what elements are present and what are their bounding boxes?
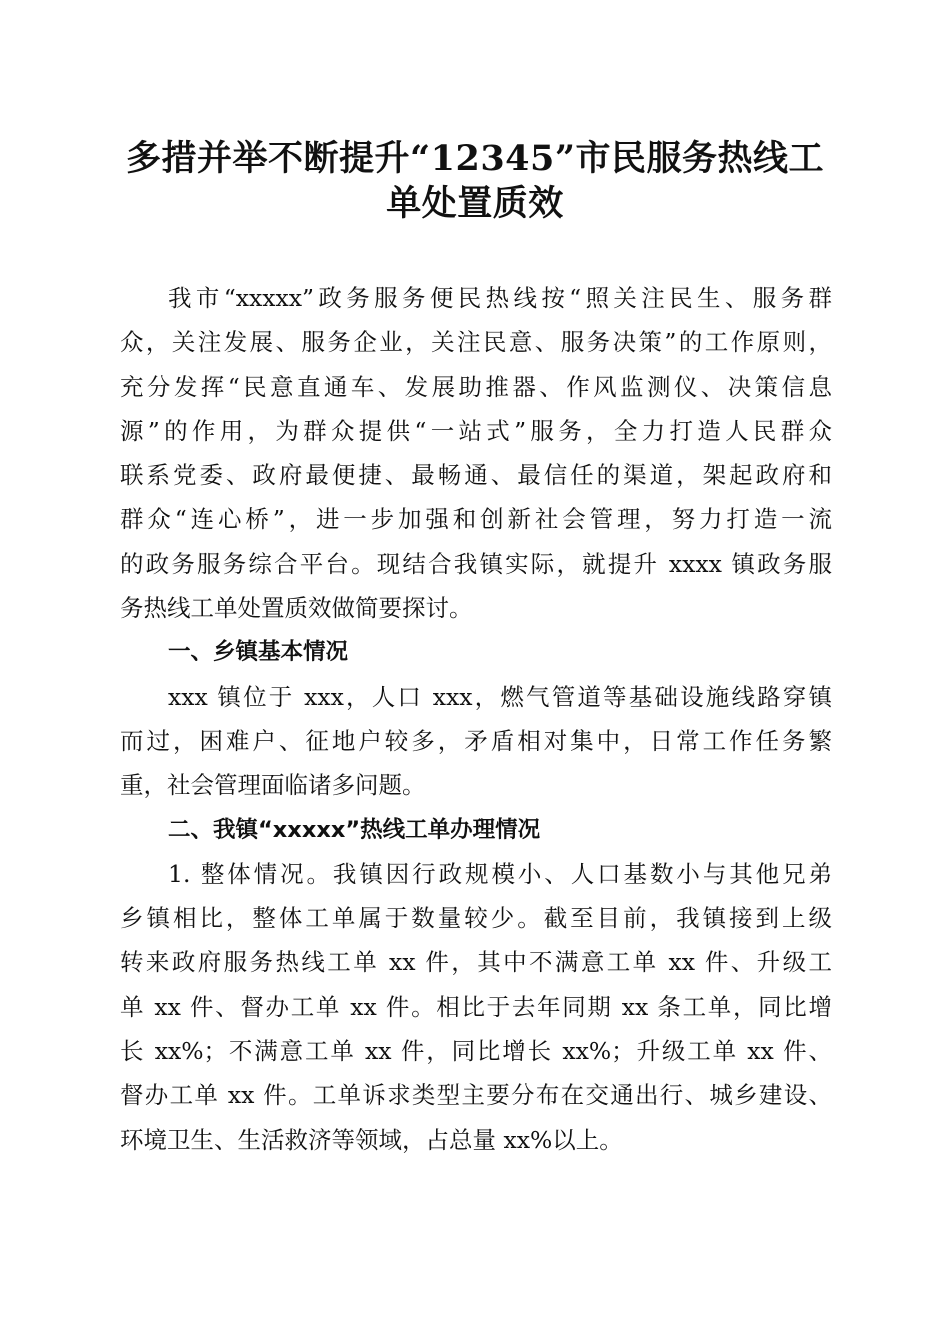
document-title bbox=[100, 136, 850, 226]
paragraph-line: 1. 整体情况。我镇因行政规模小、人口基数小与其他兄弟 bbox=[168, 859, 832, 888]
paragraph-line: 源”的作用，为群众提供“一站式”服务，全力打造人民群众 bbox=[120, 416, 832, 445]
paragraph-line: 转来政府服务热线工单 xx 件，其中不满意工单 xx 件、升级工 bbox=[120, 948, 832, 977]
paragraph-line: 重，社会管理面临诸多问题。 bbox=[120, 771, 426, 800]
section-heading: 一、乡镇基本情况 bbox=[168, 639, 349, 666]
document-body bbox=[120, 276, 832, 1162]
paragraph-line: 的政务服务综合平台。现结合我镇实际，就提升 xxxx 镇政务服 bbox=[120, 549, 832, 578]
section-heading: 二、我镇“xxxxx”热线工单办理情况 bbox=[168, 816, 541, 843]
title-line: 多措并举不断提升“12345”市民服务热线工 bbox=[125, 138, 825, 179]
paragraph bbox=[120, 276, 832, 630]
paragraph-line: 长 xx%；不满意工单 xx 件，同比增长 xx%；升级工单 xx 件、 bbox=[120, 1037, 832, 1066]
paragraph-line: 充分发挥“民意直通车、发展助推器、作风监测仪、决策信息 bbox=[120, 372, 832, 401]
paragraph-line: 乡镇相比，整体工单属于数量较少。截至目前，我镇接到上级 bbox=[120, 904, 832, 933]
title-line: 单处置质效 bbox=[386, 183, 564, 224]
paragraph-line: 而过，困难户、征地户较多，矛盾相对集中，日常工作任务繁 bbox=[120, 726, 832, 755]
paragraph-line: 督办工单 xx 件。工单诉求类型主要分布在交通出行、城乡建设、 bbox=[120, 1081, 832, 1110]
paragraph bbox=[120, 675, 832, 808]
paragraph-line: 我市“xxxxx”政务服务便民热线按“照关注民生、服务群 bbox=[168, 284, 832, 312]
paragraph-line: 环境卫生、生活救济等领域，占总量 xx%以上。 bbox=[120, 1125, 623, 1154]
paragraph-line: 单 xx 件、督办工单 xx 件。相比于去年同期 xx 条工单，同比增 bbox=[120, 992, 832, 1021]
paragraph-line: 务热线工单处置质效做简要探讨。 bbox=[120, 594, 473, 623]
paragraph bbox=[120, 852, 832, 1162]
paragraph-line: 群众“连心桥”，进一步加强和创新社会管理，努力打造一流 bbox=[120, 505, 832, 534]
paragraph-line: xxx 镇位于 xxx，人口 xxx，燃气管道等基础设施线路穿镇 bbox=[168, 682, 832, 711]
paragraph-line: 联系党委、政府最便捷、最畅通、最信任的渠道，架起政府和 bbox=[120, 461, 832, 490]
paragraph-line: 众，关注发展、服务企业，关注民意、服务决策”的工作原则， bbox=[120, 328, 832, 357]
